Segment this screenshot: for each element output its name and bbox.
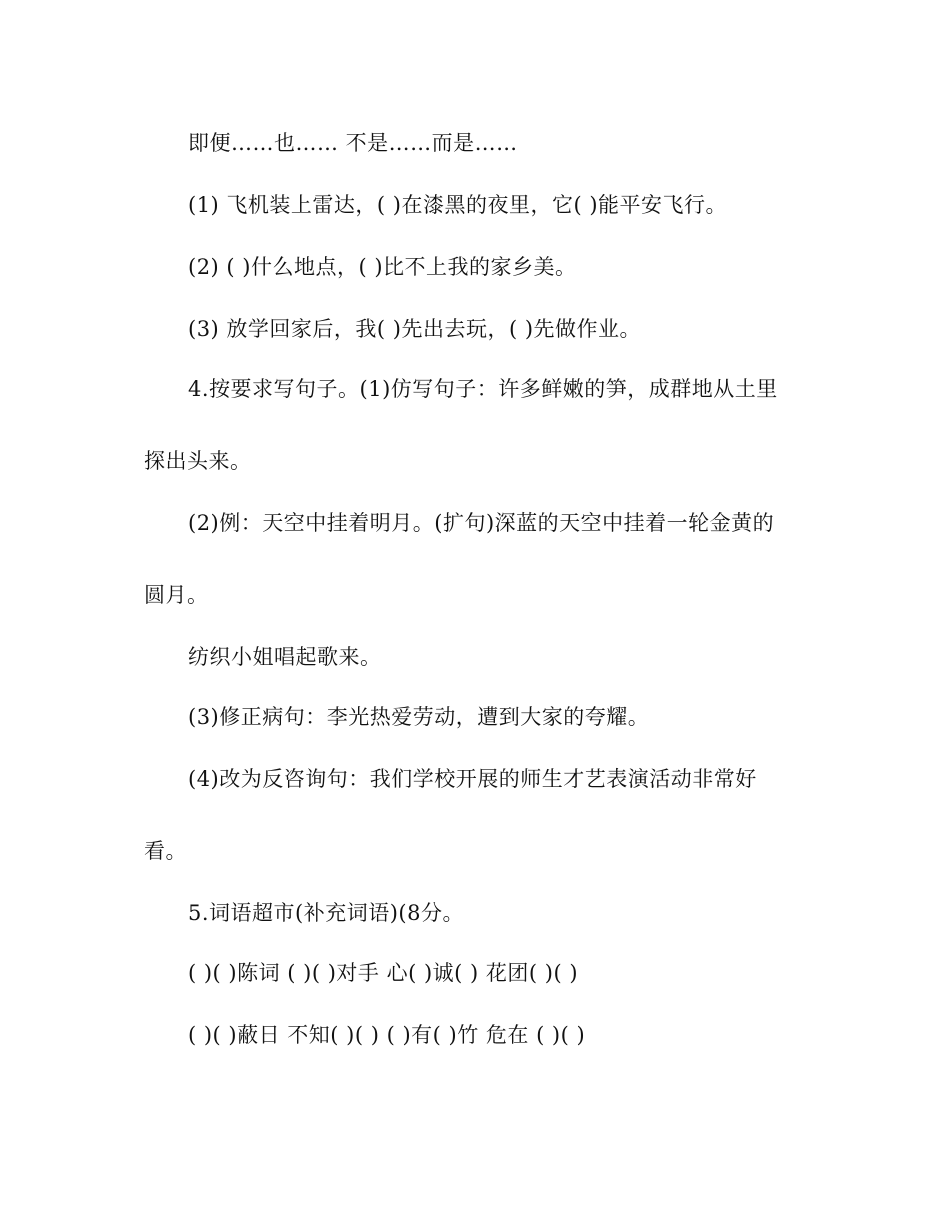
section-4-heading: 4.按要求写句子。(1)仿写句子：许多鲜嫩的笋，成群地从土里 bbox=[188, 377, 778, 401]
fill-blank-question-2: (2) ( )什么地点，( )比不上我的家乡美。 bbox=[188, 255, 577, 279]
correct-sentence-task: (3)修正病句：李光热爱劳动，遭到大家的夸耀。 bbox=[188, 705, 650, 729]
word-fill-row-1: ( )( )陈词 ( )( )对手 心( )诚( ) 花团( )( ) bbox=[188, 961, 579, 985]
conjunction-word-bank: 即便……也…… 不是……而是…… bbox=[188, 131, 518, 155]
fill-blank-question-3: (3) 放学回家后，我( )先出去玩，( )先做作业。 bbox=[188, 317, 642, 341]
word-fill-row-2: ( )( )蔽日 不知( )( ) ( )有( )竹 危在 ( )( ) bbox=[188, 1023, 586, 1047]
section-4-continuation: 探出头来。 bbox=[144, 449, 252, 473]
section-5-heading: 5.词语超市(补充词语)(8分。 bbox=[188, 901, 464, 925]
fill-blank-question-1: (1) 飞机装上雷达，( )在漆黑的夜里，它( )能平安飞行。 bbox=[188, 193, 728, 217]
expand-sentence-example: (2)例：天空中挂着明月。(扩句)深蓝的天空中挂着一轮金黄的 bbox=[188, 511, 775, 535]
rhetorical-question-continuation: 看。 bbox=[144, 839, 187, 863]
expand-sentence-task: 纺织小姐唱起歌来。 bbox=[188, 645, 382, 669]
expand-sentence-example-continuation: 圆月。 bbox=[144, 583, 209, 607]
rhetorical-question-task: (4)改为反咨询句：我们学校开展的师生才艺表演活动非常好 bbox=[188, 767, 757, 791]
